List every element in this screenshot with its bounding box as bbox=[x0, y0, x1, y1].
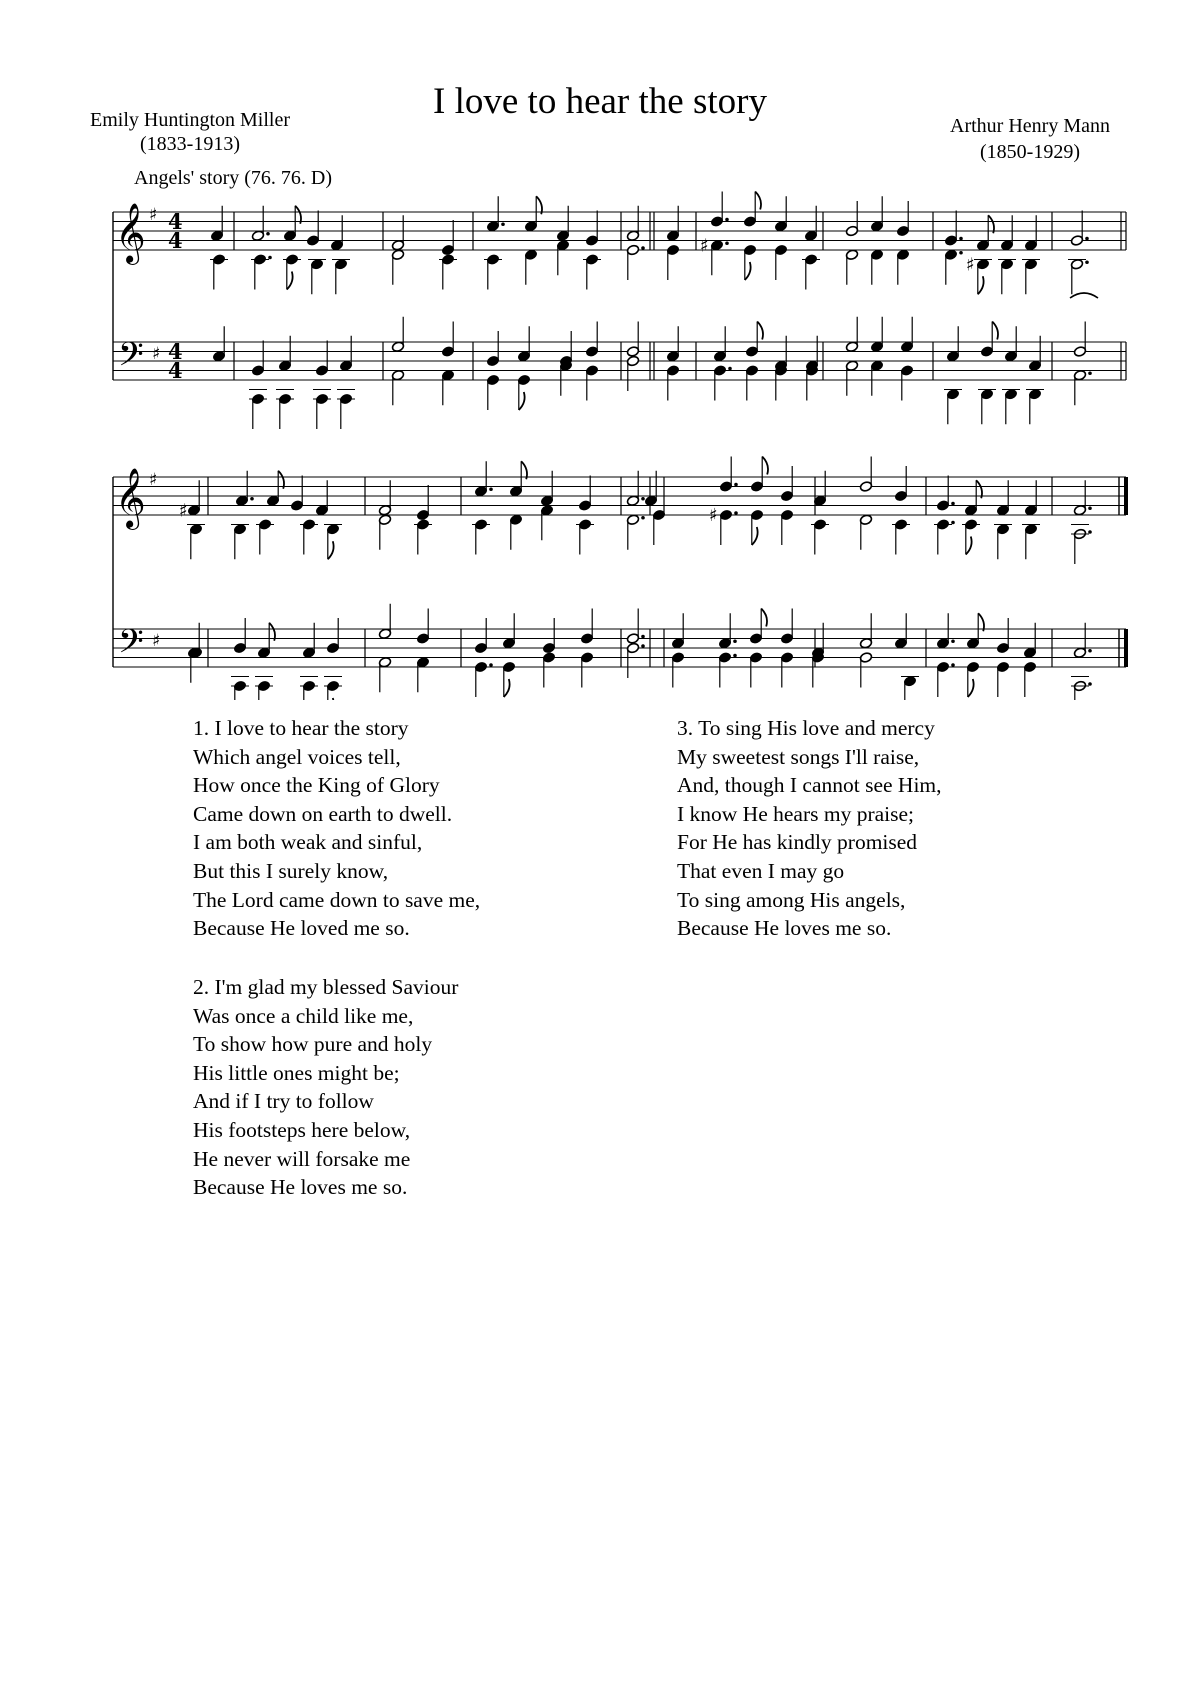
key-signature-sharp: ♯ bbox=[152, 631, 161, 651]
dot bbox=[728, 367, 732, 371]
note-flag bbox=[966, 537, 972, 555]
dot bbox=[951, 502, 955, 506]
dot bbox=[733, 639, 737, 643]
verse-line: Because He loves me so. bbox=[677, 916, 892, 941]
verse-line: He never will forsake me bbox=[193, 1146, 411, 1171]
note-flag bbox=[504, 679, 510, 697]
dot bbox=[959, 251, 963, 255]
dot bbox=[641, 644, 645, 648]
verse-line: That even I may go bbox=[677, 858, 845, 883]
dot bbox=[501, 222, 505, 226]
note-flag bbox=[328, 698, 334, 700]
sharp-sign: ♯ bbox=[966, 254, 975, 276]
dot bbox=[641, 246, 645, 250]
dot bbox=[266, 232, 270, 236]
verse-line: The Lord came down to save me, bbox=[193, 887, 481, 912]
hymn-title: I love to hear the story bbox=[433, 81, 767, 122]
music-score bbox=[0, 0, 1200, 700]
verse-line: For He has kindly promised bbox=[677, 830, 918, 855]
note-flag bbox=[755, 192, 761, 210]
poet-name: Emily Huntington Miller bbox=[90, 109, 290, 131]
poet-dates: (1833-1913) bbox=[140, 133, 240, 155]
note-flag bbox=[757, 322, 763, 340]
note-flag bbox=[287, 272, 293, 290]
time-signature: 4 bbox=[168, 209, 183, 234]
dot bbox=[1085, 260, 1089, 264]
treble-clef-icon: 𝄞 bbox=[115, 468, 146, 528]
sharp-sign: ♯ bbox=[700, 235, 709, 257]
dot bbox=[725, 218, 729, 222]
verse-line: I know He hears my praise; bbox=[677, 801, 915, 826]
verse-line: 2. I'm glad my blessed Saviour bbox=[193, 975, 459, 999]
verse-line: Because He loves me so. bbox=[193, 1175, 408, 1200]
note-flag bbox=[978, 276, 984, 294]
verse-line: And, though I cannot see Him, bbox=[677, 773, 942, 798]
dot bbox=[725, 241, 729, 245]
dot bbox=[1088, 506, 1092, 510]
dot bbox=[951, 663, 955, 667]
tune-name: Angels' story (76. 76. D) bbox=[134, 167, 333, 189]
time-signature: 4 bbox=[168, 339, 183, 364]
verse-1 bbox=[193, 714, 480, 943]
treble-clef-icon: 𝄞 bbox=[115, 203, 146, 263]
dot bbox=[1088, 649, 1092, 653]
dot bbox=[489, 487, 493, 491]
note-flag bbox=[752, 527, 758, 545]
dot bbox=[641, 635, 645, 639]
key-signature-sharp: ♯ bbox=[149, 205, 158, 225]
dot bbox=[641, 516, 645, 520]
verse-line: Because He loved me so. bbox=[193, 916, 410, 941]
verse-line: I am both weak and sinful, bbox=[193, 830, 423, 855]
verse-line: My sweetest songs I'll raise, bbox=[677, 744, 920, 769]
note-flag bbox=[519, 392, 525, 410]
dot bbox=[1088, 371, 1092, 375]
verse-line: How once the King of Glory bbox=[193, 773, 440, 798]
verse-line: Was once a child like me, bbox=[193, 1003, 414, 1028]
key-signature-sharp: ♯ bbox=[149, 470, 158, 490]
verse-line: To sing among His angels, bbox=[677, 887, 906, 912]
verse-line: But this I surely know, bbox=[193, 858, 389, 883]
verse-line: 1. I love to hear the story bbox=[193, 716, 409, 740]
verse-line: His little ones might be; bbox=[193, 1060, 400, 1085]
note-flag bbox=[992, 322, 998, 340]
dot bbox=[959, 237, 963, 241]
dot bbox=[489, 663, 493, 667]
note-flag bbox=[745, 262, 751, 280]
fermata-icon bbox=[1070, 293, 1098, 298]
dot bbox=[641, 497, 645, 501]
dot bbox=[734, 483, 738, 487]
verse-line: His footsteps here below, bbox=[193, 1117, 411, 1142]
dot bbox=[268, 256, 272, 260]
key-signature-sharp: ♯ bbox=[152, 344, 161, 364]
verse-line: 3. To sing His love and mercy bbox=[677, 716, 935, 740]
dot bbox=[734, 511, 738, 515]
note-flag bbox=[328, 541, 334, 559]
note-flag bbox=[762, 457, 768, 475]
dot bbox=[250, 497, 254, 501]
sharp-sign: ♯ bbox=[709, 505, 718, 526]
verse-line: Which angel voices tell, bbox=[193, 744, 401, 769]
dot bbox=[1088, 682, 1092, 686]
time-signature: 4 bbox=[168, 358, 183, 383]
verse-2 bbox=[193, 973, 458, 1202]
verse-line: And if I try to follow bbox=[193, 1089, 374, 1114]
dot bbox=[951, 521, 955, 525]
verse-line: Came down on earth to dwell. bbox=[193, 801, 453, 826]
verse-line: To show how pure and holy bbox=[193, 1032, 433, 1057]
sharp-sign: ♯ bbox=[179, 500, 188, 522]
note-flag bbox=[761, 609, 767, 627]
bass-clef-icon: 𝄢 bbox=[118, 623, 144, 669]
dot bbox=[1085, 237, 1089, 241]
verse-3 bbox=[677, 714, 942, 943]
note-flag bbox=[968, 679, 974, 697]
composer-dates: (1850-1929) bbox=[980, 141, 1080, 163]
dot bbox=[951, 639, 955, 643]
composer-name: Arthur Henry Mann bbox=[950, 115, 1110, 137]
dot bbox=[1088, 530, 1092, 534]
dot bbox=[733, 654, 737, 658]
time-signature: 4 bbox=[168, 228, 183, 253]
bass-clef-icon: 𝄢 bbox=[118, 336, 144, 382]
